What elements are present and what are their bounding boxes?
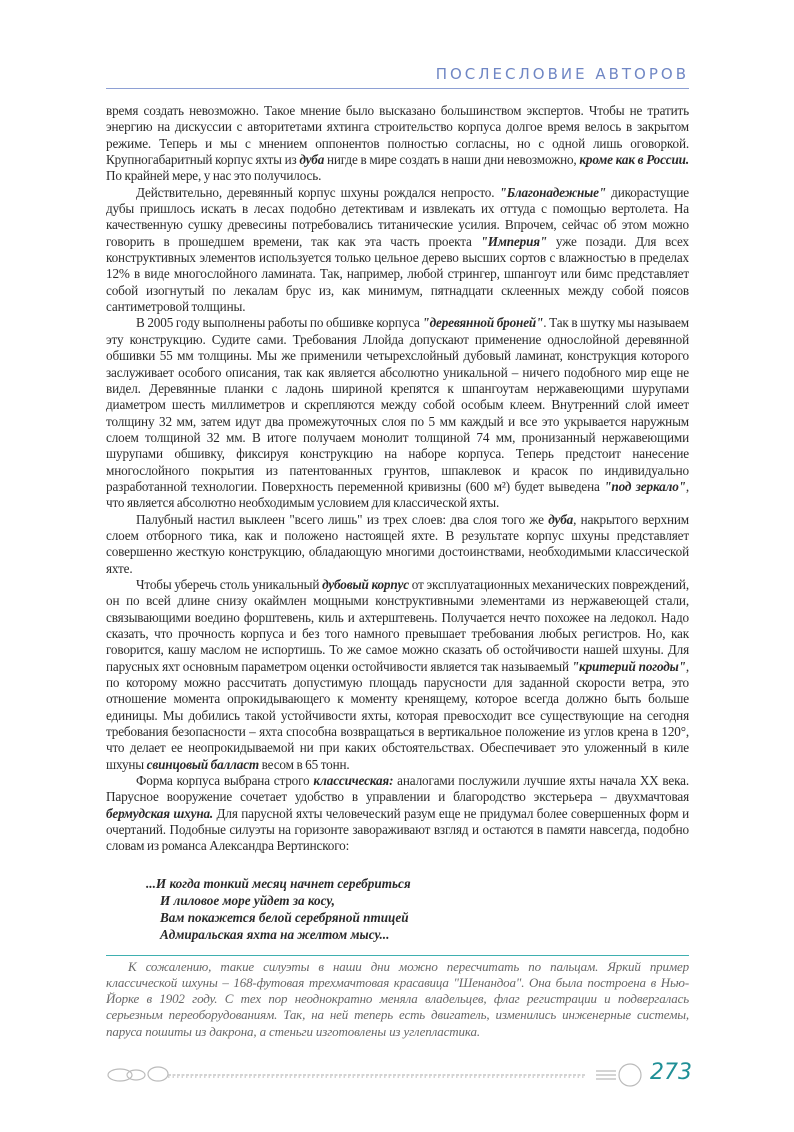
text-run: Чтобы уберечь столь уникальный bbox=[136, 576, 323, 592]
text-run: По крайней мере, у нас это получилось. bbox=[106, 168, 322, 184]
text-run: Форма корпуса выбрана строго bbox=[136, 773, 314, 789]
emphasis-text: "Империя" bbox=[480, 233, 548, 249]
running-header: ПОСЛЕСЛОВИЕ АВТОРОВ bbox=[435, 65, 689, 83]
text-run: , что является абсолютно необходимым условием для классической яхты. bbox=[106, 478, 689, 511]
emphasis-text: "критерий погоды" bbox=[571, 658, 686, 674]
text-run: аналогами послужили лучшие яхты начала XX века. Парусное вооружение сочетает удобство в управлении и благородство экстерьера – двухмачтовая bbox=[106, 773, 690, 805]
emphasis-text: свинцовый балласт bbox=[146, 756, 260, 772]
text-run: уже позади. Для всех конструктивных элементов используется только цельное дерево высших сортов с влажностью в пределах 12% в виде многослойного ламината. Так, например, любой стрингер, шпангоут или бимс представляет собой изогнутый по лекалам брус из, как минимум, пятнадцати склеенных между собой поясов сантиметровой толщины. bbox=[106, 233, 690, 315]
emphasis-text: бермудская шхуна. bbox=[106, 805, 214, 821]
header-divider bbox=[106, 88, 689, 89]
page-number: 273 bbox=[648, 1058, 694, 1088]
paragraph bbox=[106, 315, 689, 511]
verse-line: И лиловое море уйдет за косу, bbox=[160, 892, 335, 908]
text-run: . Так в шутку мы называем эту конструкцию. Судите сами. Требования Ллойда допускают применение однослойной деревянной обшивки 55 мм толщины. Мы же применили четырехслойный дубовый ламинат, конструкция которого заслуживает особого описания, так как является абсолютно уникальной – ничего подобного мир еще не видел. Деревянные планки с ладонь шириной крепятся к шпангоутам нержавеющими шурупами диаметром шесть миллиметров и скрепляются между собой особым клеем. Внутренний слой имеет толщину 32 мм, затем идут два промежуточных слоя по 5 мм каждый и все это укрывается наружным слоем толщиной 32 мм. В итоге получаем монолит толщиной 74 мм, пронизанный нержавеющими шурупами обшивку, фиксируя конструкцию на наборе корпуса. Теперь предстоит нанесение многослойного покрытия из патентованных грунтов, шпаклевок и красок по индивидуально разработанной технологии. Поверхность переменной кривизны (600 м²) будет выведена bbox=[106, 315, 689, 494]
text-run: Действительно, деревянный корпус шхуны рождался непросто. bbox=[136, 184, 500, 200]
text-run: Палубный настил выклеен "всего лишь" из трех слоев: два слоя того же bbox=[136, 511, 549, 527]
paragraph bbox=[106, 512, 689, 577]
main-text bbox=[106, 103, 689, 855]
text-run: весом в 65 тонн. bbox=[259, 756, 350, 772]
verse-quote bbox=[146, 875, 689, 943]
emphasis-text: дуба bbox=[548, 511, 574, 527]
paragraph bbox=[106, 773, 689, 855]
text-run: , накрытого верхним слоем отборного тика, как и положено настоящей яхте. В результате корпус шхуны представляет совершенно жесткую конструкцию, обладающую многими достоинствами, необходимыми классической яхте. bbox=[106, 511, 689, 576]
footnote-divider bbox=[106, 955, 689, 956]
paragraph bbox=[106, 577, 689, 773]
paragraph bbox=[106, 185, 689, 316]
verse-line: Адмиральская яхта на желтом мысу... bbox=[160, 926, 390, 942]
emphasis-text: "Благонадежные" bbox=[499, 184, 606, 200]
text-run: Для парусной яхты человеческий разум еще не придумал более совершенных форм и очертаний. Подобные силуэты на горизонте завораживают взгляд и остаются в памяти навсегда, подобно словам из романса Александра Вертинского: bbox=[106, 805, 690, 854]
sidebar-note: К сожалению, такие силуэты в наши дни можно пересчитать по пальцам. Яркий пример классической шхуны – 168-футовая трехмачтовая красавица "Шенандоа". Она была построена в Нью-Йорке в 1902 году. С тех пор неоднократно меняла владельцев, флаг регистрации и подвергалась серьезным переоборудованиям. Так, на ней теперь есть двигатель, изменились инженерные системы, паруса пошиты из дакрона, а стеньги изготовлены из углепластика. bbox=[106, 958, 689, 1039]
rope-knot-ornament bbox=[106, 1060, 689, 1090]
text-run: нигде в мире создать в наши дни невозможно, bbox=[324, 152, 580, 168]
text-run: от эксплуатационных механических повреждений, он по всей длине снизу окаймлен мощными конструктивными элементами из нержавеющей стали, связывающими воедино форштевень, киль и ахтерштевень. Получается нечто похожее на ледокол. Надо сказать, что прочность корпуса и без того намного превышает требования любых регистров. Но, как говорится, кашу маслом не испортишь. То же самое можно сказать об остойчивости нашей шхуны. Для парусных яхт основным параметром оценки остойчивости является так называемый bbox=[106, 576, 689, 674]
text-run: В 2005 году выполнены работы по обшивке корпуса bbox=[136, 315, 423, 331]
verse-line: Вам покажется белой серебряной птицей bbox=[160, 909, 409, 925]
verse-line: ...И когда тонкий месяц начнет серебриться bbox=[146, 875, 411, 891]
text-run: время создать невозможно. Такое мнение было высказано большинством экспертов. Чтобы не тратить энергию на дискуссии с авторитетами яхтинга строительство корпуса долгое время велось в закрытом режиме. Теперь и мы с мнением оппонентов полностью согласны, но с одной лишь оговоркой. Крупногабаритный корпус яхты из bbox=[106, 103, 689, 168]
page-footer bbox=[106, 1058, 692, 1092]
text-run: дикорастущие дубы пришлось искать в лесах подобно детективам и извлекать их оттуда с помощью вертолета. На качественную сушку древесины потребовались титанические усилия. Впрочем, сейчас об этом можно говорить в прошедшем времени, так как эта часть проекта bbox=[106, 184, 689, 249]
emphasis-text: дуба bbox=[299, 152, 325, 168]
paragraph bbox=[106, 103, 689, 185]
emphasis-text: классическая: bbox=[313, 773, 394, 789]
emphasis-text: кроме как в России. bbox=[579, 152, 689, 168]
emphasis-text: дубовый корпус bbox=[322, 576, 409, 592]
text-run: , по которому можно рассчитать допустимую площадь парусности для заданной скорости ветра, это отношение момента опрокидывающего к моменту кренящему, которое всегда должно быть больше единицы. Мы добились такой устойчивости яхты, которая превосходит все существующие на сегодня требования безопасности – яхта способна возвращаться в вертикальное положение из углов крена в 120°, что делает ее неопрокидываемой ни при каких обстоятельствах. Обеспечивает это уложенный в киле шхуны bbox=[106, 658, 689, 772]
page-column bbox=[106, 0, 692, 1132]
emphasis-text: "деревянной броней" bbox=[422, 315, 544, 331]
emphasis-text: "под зеркало" bbox=[604, 478, 686, 494]
